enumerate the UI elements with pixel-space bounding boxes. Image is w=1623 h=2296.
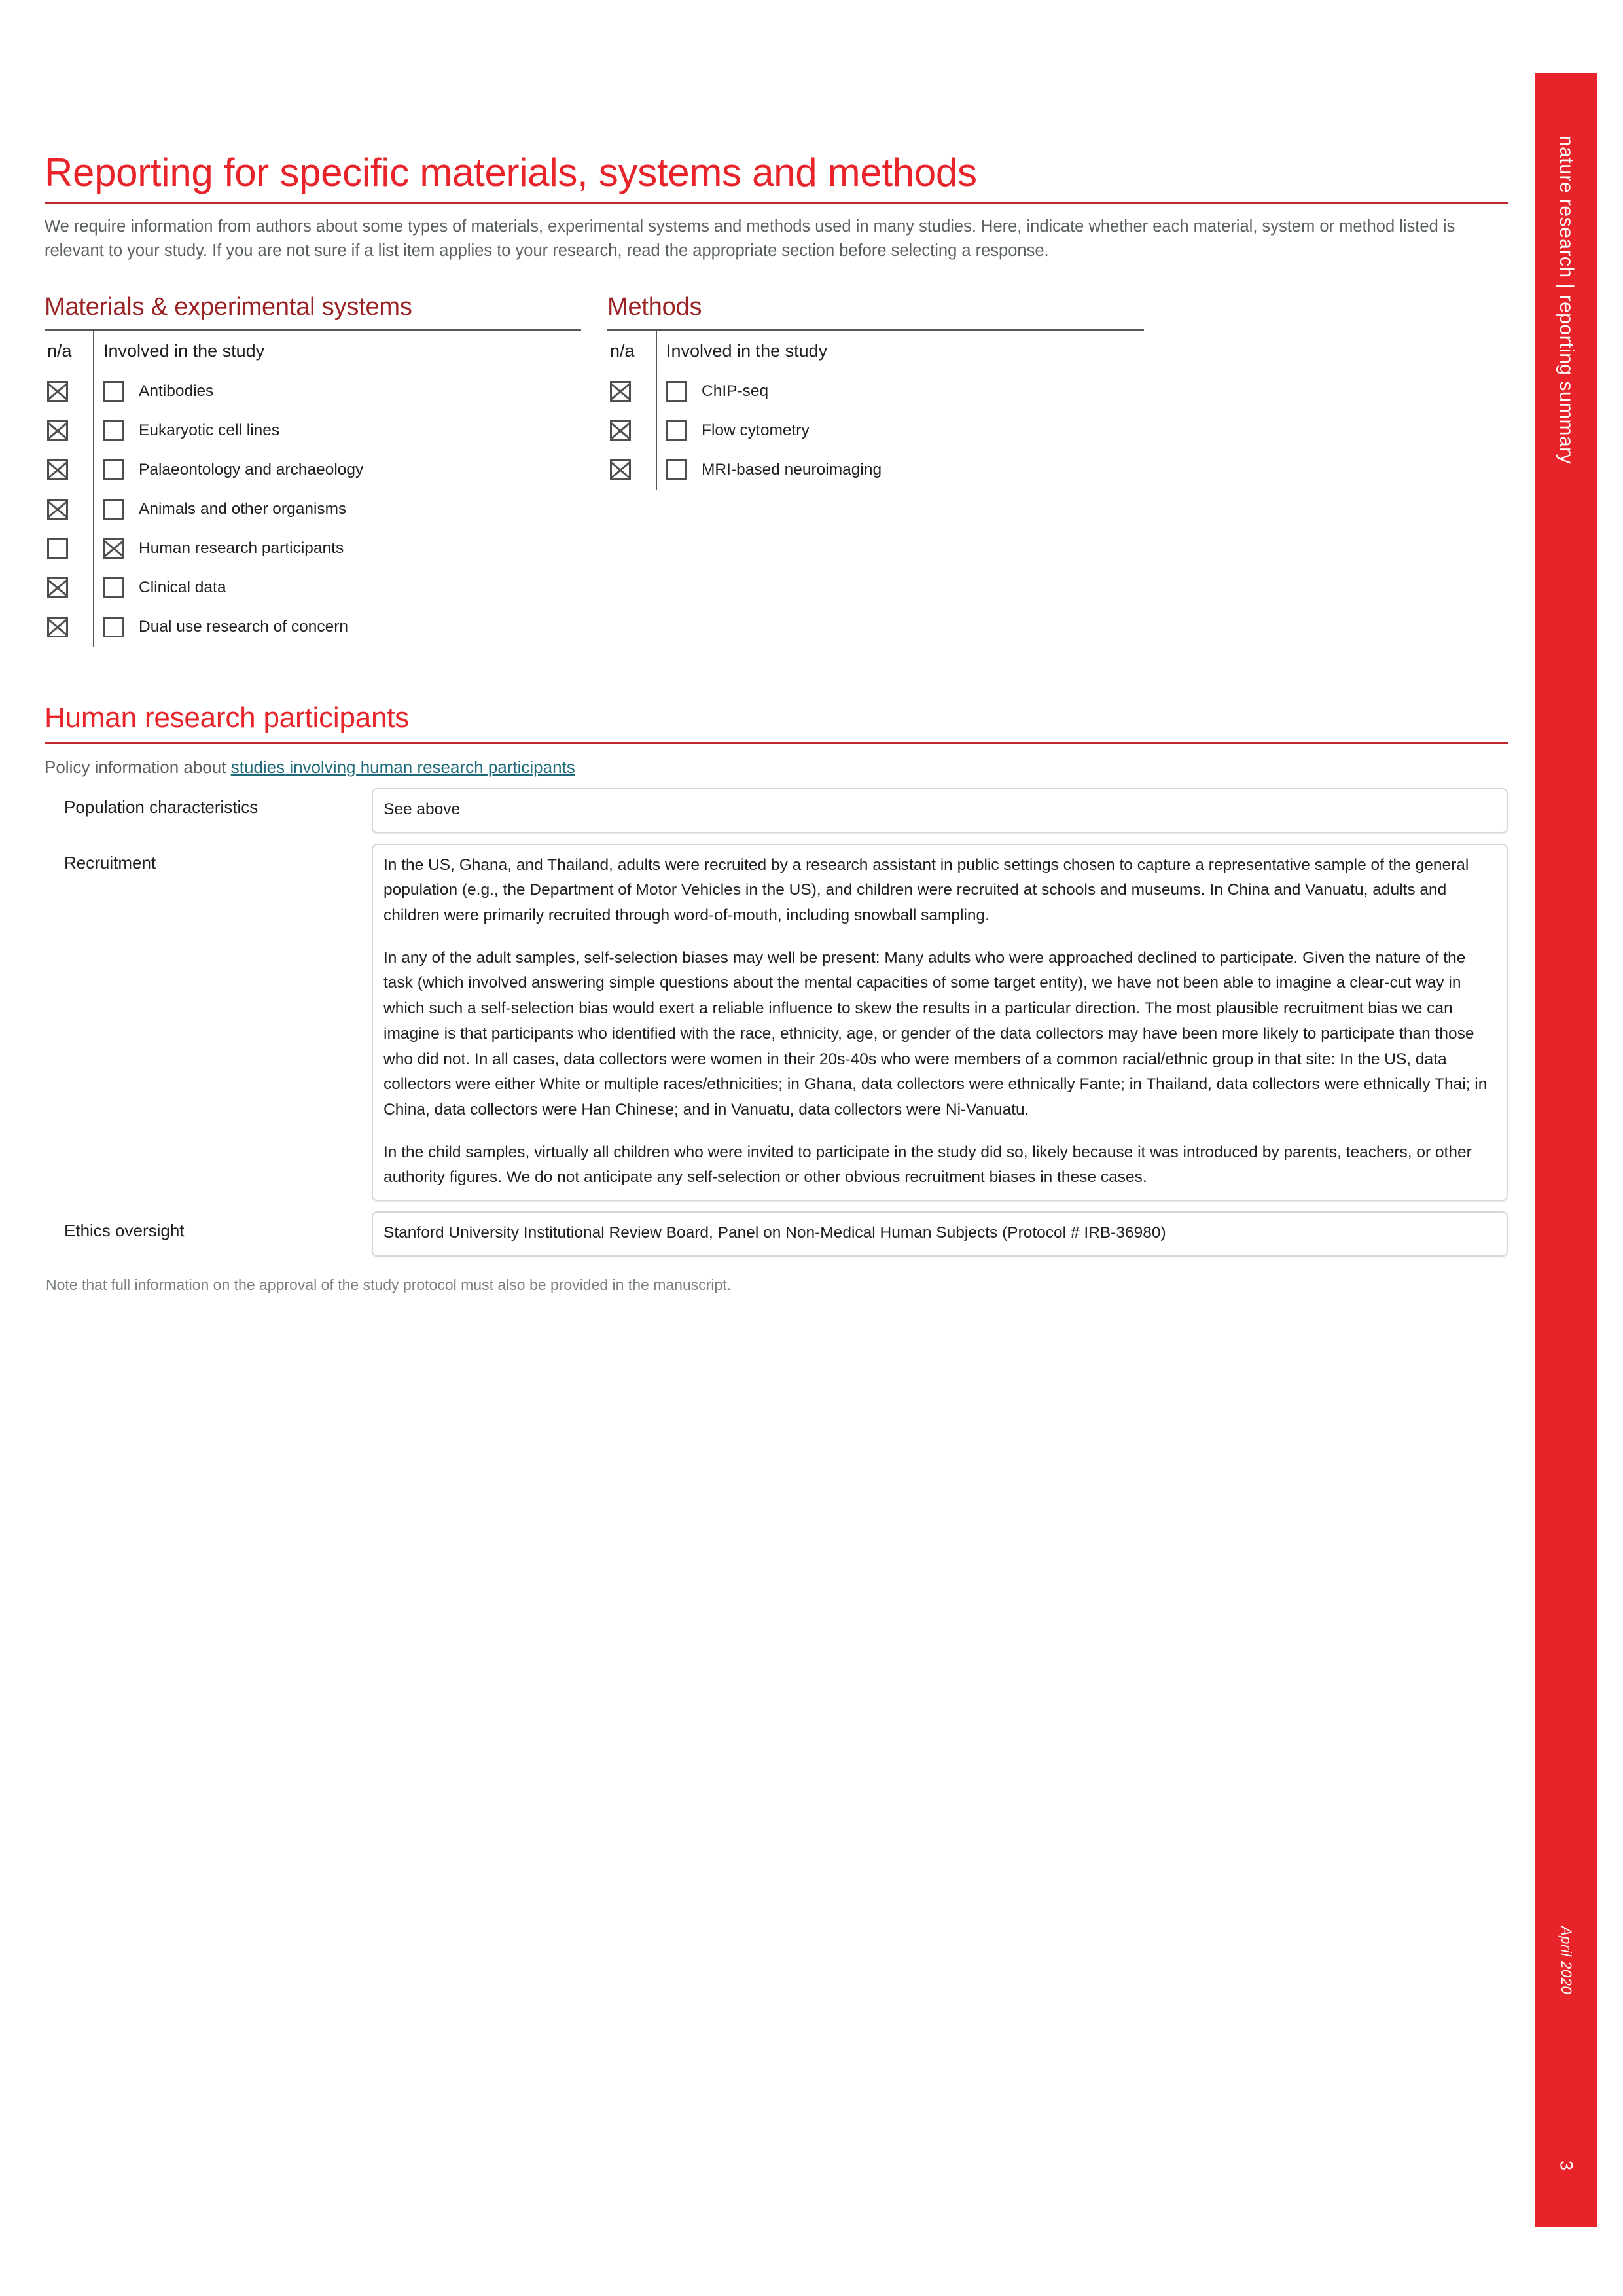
na-cell [607, 450, 656, 490]
checkbox-na-antibodies[interactable] [47, 381, 68, 402]
materials-involved-label: Involved in the study [103, 341, 265, 361]
section-title: Human research participants [45, 701, 410, 734]
item-label: Flow cytometry [702, 421, 810, 439]
ethics-oversight-input[interactable] [372, 1211, 1508, 1257]
na-cell [45, 607, 93, 647]
checkbox-na-dual-use-research-of-concern[interactable] [47, 617, 68, 637]
checkbox-involved-eukaryotic-cell-lines[interactable] [103, 420, 124, 441]
methods-header-na [607, 331, 656, 372]
table-row [45, 490, 581, 529]
page-title: Reporting for specific materials, systems and methods [45, 151, 977, 194]
field-label: Population characteristics [64, 797, 259, 817]
sidebar-title: nature research | reporting summary [1556, 135, 1577, 465]
checkbox-na-palaeontology-and-archaeology[interactable] [47, 459, 68, 480]
methods-table [607, 331, 1144, 490]
checkbox-na-mri-based-neuroimaging[interactable] [610, 459, 631, 480]
table-row [607, 411, 1144, 450]
item-label: Human research participants [139, 539, 344, 557]
involved-cell [656, 372, 1144, 411]
methods-column [607, 293, 1144, 647]
involved-cell [656, 450, 1144, 490]
methods-column-title: Methods [607, 293, 702, 321]
human-research-participants-section [45, 702, 1508, 1294]
table-row [45, 529, 581, 568]
involved-cell [93, 568, 581, 607]
field-label: Recruitment [64, 852, 156, 872]
item-label: Dual use research of concern [139, 617, 349, 636]
checkbox-involved-animals-and-other-organisms[interactable] [103, 499, 124, 520]
na-cell [607, 411, 656, 450]
materials-header-row [45, 331, 581, 372]
sidebar-date: April 2020 [1558, 1926, 1575, 1994]
involved-cell [93, 411, 581, 450]
recruitment-input[interactable] [372, 844, 1508, 1201]
involved-cell [93, 450, 581, 490]
involved-cell [93, 372, 581, 411]
checkbox-involved-chip-seq[interactable] [666, 381, 687, 402]
population-characteristics-input[interactable] [372, 788, 1508, 833]
materials-column [45, 293, 581, 647]
checkbox-involved-flow-cytometry[interactable] [666, 420, 687, 441]
na-cell [45, 568, 93, 607]
checkbox-na-eukaryotic-cell-lines[interactable] [47, 420, 68, 441]
involved-cell [93, 607, 581, 647]
field-paragraph: In any of the adult samples, self-selection biases may well be present: Many adults who were approached declined to participate. Given the nature of the task (which involved answering simple questions about the mental capacities of some target entity), we have not been able to imagine a clear-cut way in which such a self-selection bias would exert a reliable influence to skew the results in a particular direction. The most plausible recruitment bias we can imagine is that participants who identified with the race, ethnicity, age, or gender of the data collectors may have been more likely to participate than those who did not. In all cases, data collectors were women in their 20s-40s who were members of a common racial/ethnic group in that site: In the US, data collectors were either White or multiple races/ethnicities; in Ghana, data collectors were ethnically Fante; in Thailand, data collectors were ethnically Thai; in China, data collectors were Han Chinese; and in Vanuatu, data collectors were Ni-Vanuatu. [383, 948, 1488, 1119]
title-divider [45, 202, 1508, 204]
item-label: Clinical data [139, 578, 226, 596]
methods-header-involved [656, 331, 1144, 372]
na-cell [45, 490, 93, 529]
involved-cell [93, 529, 581, 568]
policy-information [45, 757, 1508, 778]
methods-header-row [607, 331, 1144, 372]
na-cell [607, 372, 656, 411]
field-recruitment [45, 844, 1508, 1201]
na-cell [45, 529, 93, 568]
na-cell [45, 372, 93, 411]
field-label: Ethics oversight [64, 1221, 185, 1241]
checkbox-involved-antibodies[interactable] [103, 381, 124, 402]
checkbox-na-human-research-participants[interactable] [47, 538, 68, 559]
materials-header-involved [93, 331, 581, 372]
methods-involved-label: Involved in the study [666, 341, 828, 361]
checklist-columns [45, 293, 1508, 647]
table-row [45, 607, 581, 647]
item-label: ChIP-seq [702, 382, 769, 400]
section-divider [45, 742, 1508, 744]
checkbox-na-chip-seq[interactable] [610, 381, 631, 402]
field-paragraph: Stanford University Institutional Review Board, Panel on Non-Medical Human Subjects (Protocol # IRB-36980) [383, 1224, 1166, 1242]
policy-link[interactable]: studies involving human research participants [230, 757, 575, 777]
field-paragraph: In the US, Ghana, and Thailand, adults were recruited by a research assistant in public settings chosen to capture a representative sample of the general population (e.g., the Department of Motor Vehicles in the US), and children were recruited at schools and museums. In China and Vanuatu, adults and children were primarily recruited through word-of-mouth, including snowball sampling. [383, 855, 1469, 925]
field-paragraph: See above [383, 800, 461, 818]
field-paragraph: In the child samples, virtually all children who were invited to participate in the study did so, likely because it was introduced by parents, teachers, or other authority figures. We do not anticipate any self-selection or other obvious recruitment biases in these cases. [383, 1143, 1472, 1187]
table-row [45, 411, 581, 450]
item-label: Palaeontology and archaeology [139, 460, 364, 478]
intro-paragraph: We require information from authors about some types of materials, experimental systems and methods used in many studies. Here, indicate whether each material, system or method listed is relevant to your study. If you are not sure if a list item applies to your research, read the appropriate section before selecting a response. [45, 217, 1455, 260]
materials-column-title: Materials & experimental systems [45, 293, 412, 321]
field-population-characteristics [45, 788, 1508, 833]
materials-header-na [45, 331, 93, 372]
checkbox-na-clinical-data[interactable] [47, 577, 68, 598]
checkbox-na-animals-and-other-organisms[interactable] [47, 499, 68, 520]
na-cell [45, 411, 93, 450]
policy-prefix: Policy information about [45, 757, 231, 777]
item-label: Eukaryotic cell lines [139, 421, 280, 439]
checkbox-involved-dual-use-research-of-concern[interactable] [103, 617, 124, 637]
materials-table [45, 331, 581, 647]
checkbox-na-flow-cytometry[interactable] [610, 420, 631, 441]
field-ethics-oversight [45, 1211, 1508, 1257]
table-row [607, 450, 1144, 490]
checkbox-involved-human-research-participants[interactable] [103, 538, 124, 559]
involved-cell [656, 411, 1144, 450]
table-row [45, 568, 581, 607]
materials-na-label: n/a [47, 341, 72, 361]
footer-note: Note that full information on the approval of the study protocol must also be provided in the manuscript. [46, 1276, 732, 1293]
involved-cell [93, 490, 581, 529]
checkbox-involved-mri-based-neuroimaging[interactable] [666, 459, 687, 480]
methods-na-label: n/a [610, 341, 635, 361]
checkbox-involved-palaeontology-and-archaeology[interactable] [103, 459, 124, 480]
item-label: MRI-based neuroimaging [702, 460, 882, 478]
table-row [45, 450, 581, 490]
document-content [45, 152, 1508, 1294]
na-cell [45, 450, 93, 490]
item-label: Animals and other organisms [139, 499, 347, 518]
sidebar [1535, 73, 1597, 2227]
checkbox-involved-clinical-data[interactable] [103, 577, 124, 598]
table-row [607, 372, 1144, 411]
sidebar-page-number: 3 [1556, 2161, 1577, 2171]
item-label: Antibodies [139, 382, 214, 400]
table-row [45, 372, 581, 411]
